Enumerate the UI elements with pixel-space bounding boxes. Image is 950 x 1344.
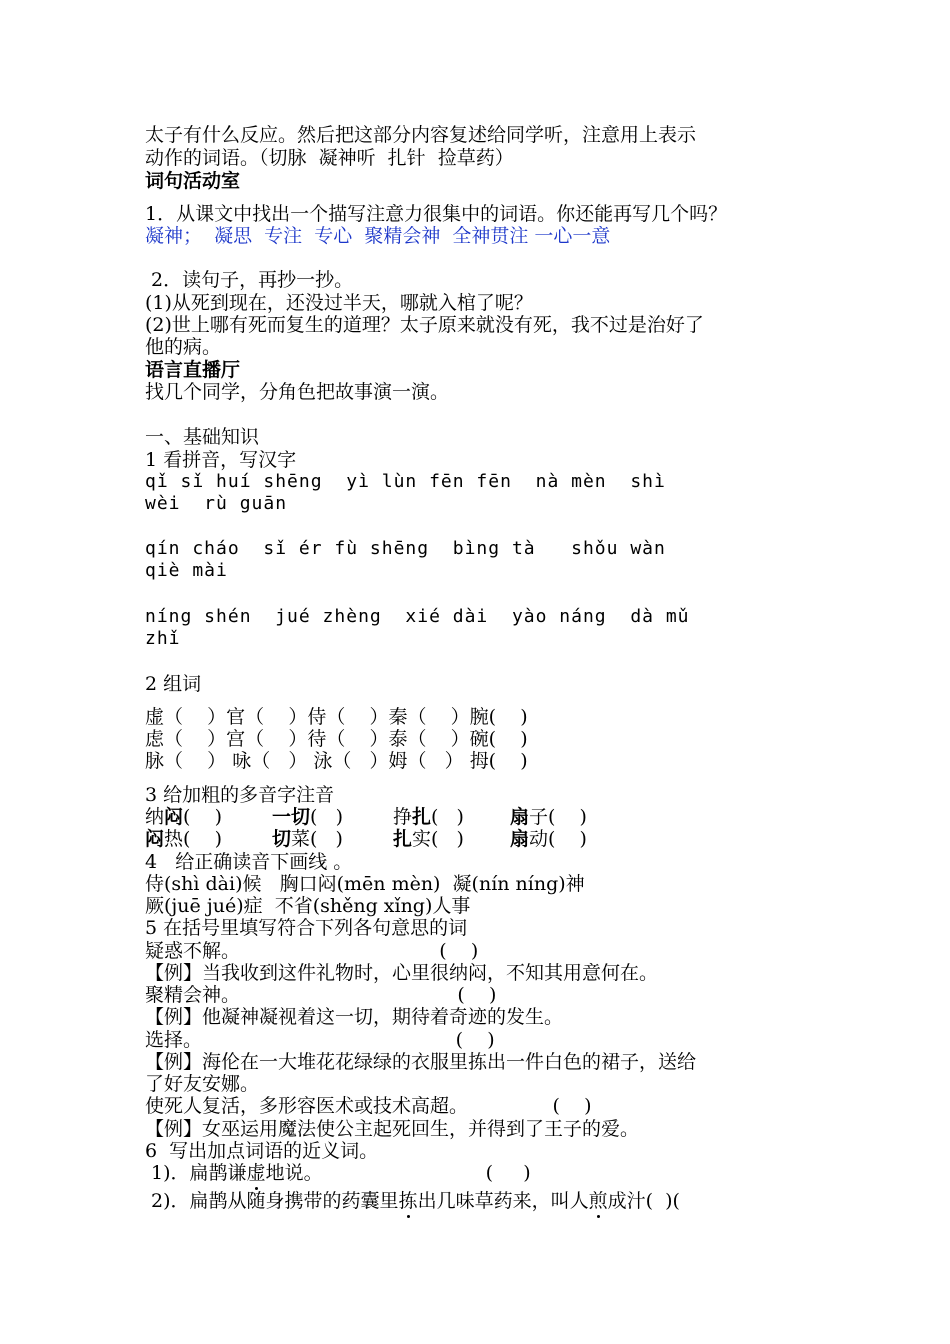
q6-sentence-1: 1)．扁鹊谦虚地说。 ( ) — [145, 1162, 531, 1184]
meaning-1: 疑惑不解。 ( ) — [145, 940, 479, 962]
example-2: 【例】他凝神凝视着这一切，期待着奇迹的发生。 — [145, 1006, 564, 1028]
sentence-1: (1)从死到现在，还没过半天，哪就入棺了呢？ — [145, 292, 533, 314]
meaning-3: 选择。 ( ) — [145, 1029, 495, 1051]
question-1: 1．从课文中找出一个描写注意力很集中的词语。你还能再写几个吗？ — [145, 203, 728, 225]
pinyin-row-1b: wèi rù guān — [145, 493, 288, 514]
q3-title: 3 给加粗的多音字注音 — [145, 784, 335, 806]
meaning-2: 聚精会神。 ( ) — [145, 984, 497, 1006]
example-1: 【例】当我收到这件礼物时，心里很纳闷，不知其用意何在。 — [145, 962, 659, 984]
q6-title: 6 写出加点词语的近义词。 — [145, 1140, 379, 1162]
section-title-broadcast: 语言直播厅 — [145, 359, 241, 381]
words-row-3: 脉（ ） 咏（ ） 泳（ ）姆（ ） 拇( ) — [145, 750, 528, 772]
words-row-1: 虚（ ）官（ ）侍（ ）秦（ ）腕( ) — [145, 706, 528, 728]
q4-title: 4 给正确读音下画线 。 — [145, 851, 353, 873]
example-3a: 【例】海伦在一大堆花花绿绿的衣服里拣出一件白色的裙子，送给 — [145, 1051, 697, 1073]
sentence-2a: (2)世上哪有死而复生的道理？太子原来就没有死，我不过是治好了 — [145, 314, 704, 336]
words-row-2: 虑（ ）宫（ ）待（ ）泰（ ）碗( ) — [145, 728, 528, 750]
pinyin-row-1a: qǐ sǐ huí shēng yì lùn fēn fēn nà mèn shì — [145, 471, 666, 492]
pinyin-row-2b: qiè mài — [145, 560, 228, 581]
broadcast-text: 找几个同学，分角色把故事演一演。 — [145, 381, 450, 403]
q2-title: 2 组词 — [145, 673, 202, 695]
pinyin-row-2a: qín cháo sǐ ér fù shēng bìng tà shǒu wàn — [145, 538, 666, 559]
intro-line-2: 动作的词语。（切脉 凝神听 扎针 捡草药） — [145, 147, 514, 169]
q6-sentence-2: 2)．扁鹊从随身携带的药囊里拣出几味草药来，叫人煎成汁( )( — [145, 1190, 680, 1212]
pinyin-row-3b: zhǐ — [145, 628, 181, 649]
question-1-answer: 凝神； 凝思 专注 专心 聚精会神 全神贯注 一心一意 — [145, 225, 611, 247]
meaning-4: 使死人复活，多形容医术或技术高超。 ( ) — [145, 1095, 592, 1117]
example-3b: 了好友安娜。 — [145, 1073, 260, 1095]
pronunciation-row-1: 侍(shì dài)候 胸口闷(mēn mèn) 凝(nín níng)神 — [145, 873, 585, 895]
intro-line-1: 太子有什么反应。然后把这部分内容复述给同学听，注意用上表示 — [145, 124, 697, 146]
q1-title: 1 看拼音，写汉字 — [145, 449, 297, 471]
poly-row-2: 闷热( ) 切菜( ) 扎实( ) 扇动( ) — [145, 828, 587, 850]
sentence-2b: 他的病。 — [145, 336, 222, 358]
q5-title: 5 在括号里填写符合下列各句意思的词 — [145, 917, 468, 939]
question-2: 2．读句子，再抄一抄。 — [145, 269, 354, 291]
pronunciation-row-2: 厥(juē jué)症 不省(shěng xǐng)人事 — [145, 895, 471, 917]
example-4: 【例】女巫运用魔法使公主起死回生，并得到了王子的爱。 — [145, 1118, 640, 1140]
section-title-vocab-room: 词句活动室 — [145, 170, 241, 192]
pinyin-row-3a: níng shén jué zhèng xié dài yào náng dà mǔ — [145, 606, 690, 627]
poly-row-1: 纳闷( ) 一切( ) 挣扎( ) 扇子( ) — [145, 806, 587, 828]
basics-title: 一、基础知识 — [145, 426, 260, 448]
